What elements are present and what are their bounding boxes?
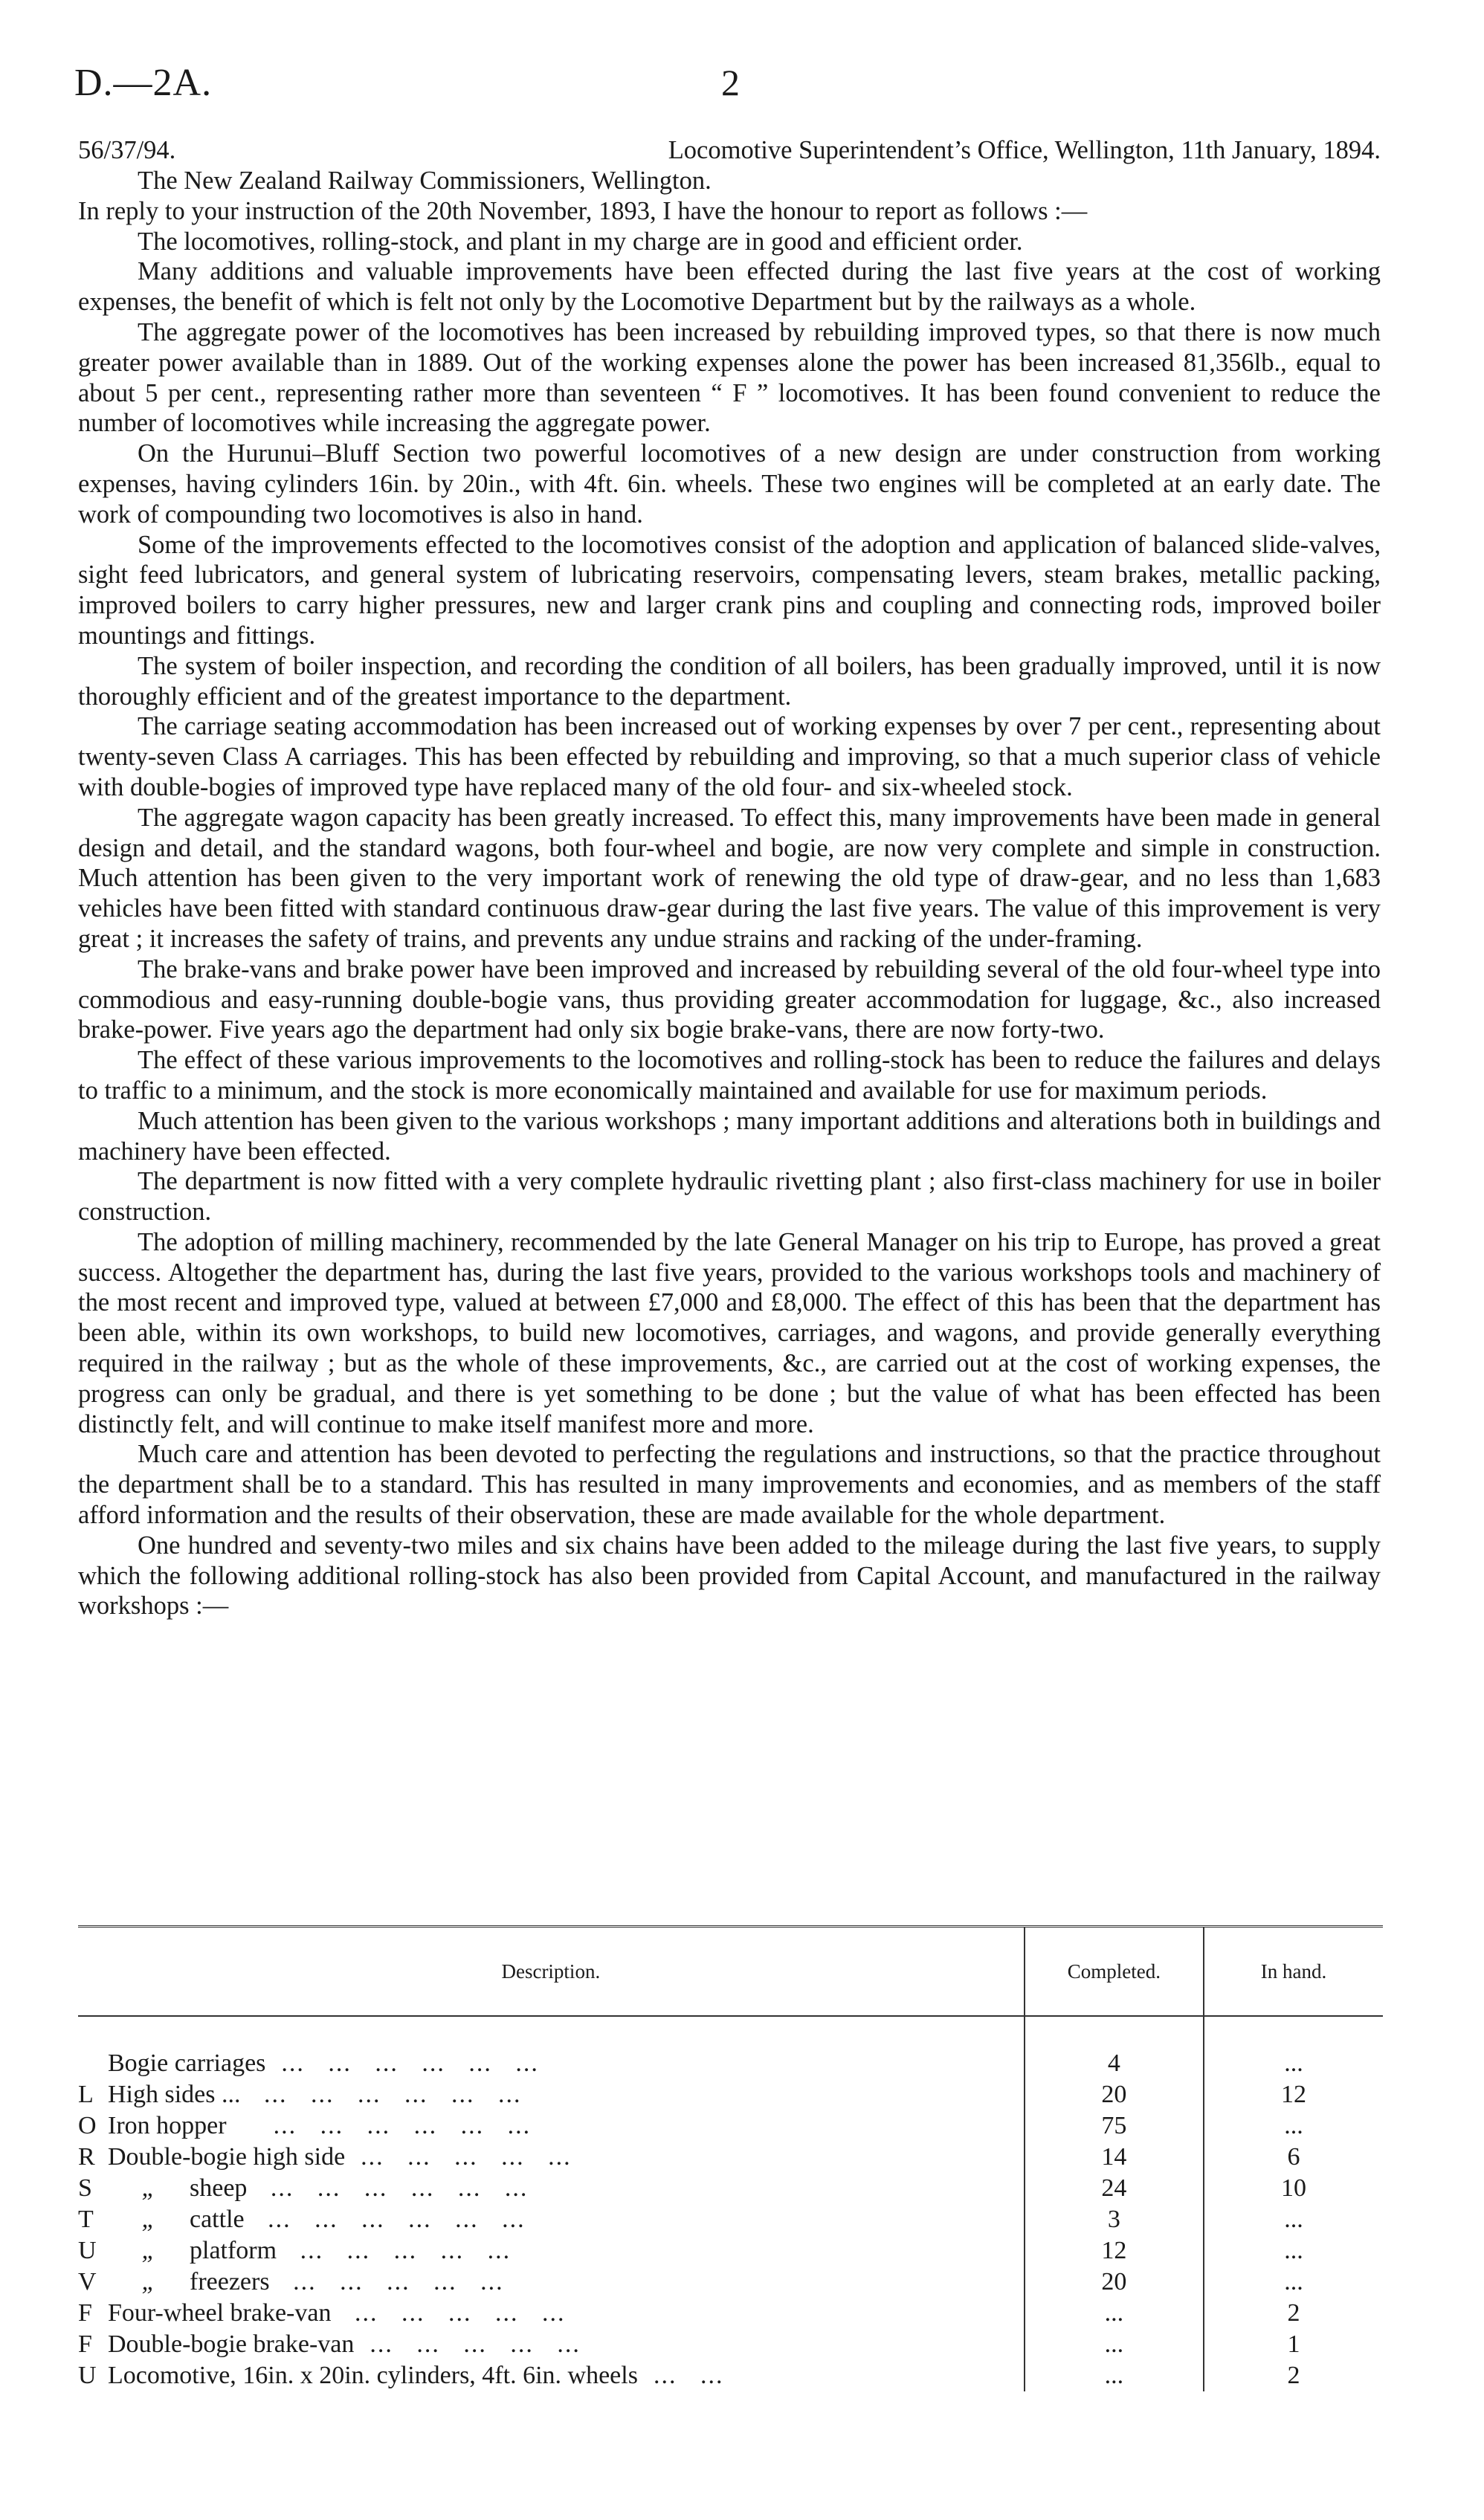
ditto-mark: „ (141, 2268, 156, 2296)
leader-dots: ... ... ... ... ... (331, 2299, 566, 2327)
paragraph: One hundred and seventy-two miles and six chains have been added to the mileage during the last five years, to supply which the following additional rolling-stock has also been provided from Capital Account, and manufactured in the railway workshops :— (78, 1531, 1381, 1621)
paragraph: Much attention has been given to the various workshops ; many important additions and alterations both in buildings and machinery have been effected. (78, 1106, 1381, 1166)
office-and-date: Locomotive Superintendent’s Office, Wellington, 11th January, 1894. (668, 136, 1381, 164)
leader-dots: ... ... ... ... ... ... (240, 2081, 522, 2108)
document-code: D.—2A. (74, 62, 213, 104)
stock-description: Locomotive, 16in. x 20in. cylinders, 4ft. 6in. wheels (108, 2362, 638, 2389)
cell-description (78, 2110, 1025, 2142)
stock-class-code: F (78, 2330, 92, 2358)
table-row (78, 2048, 1383, 2079)
paragraph: The brake-vans and brake power have been improved and increased by rebuilding several of the old four-wheel type into commodious and easy-running double-bogie vans, thus providing greater accommodation for luggage, &c., also increased brake-power. Five years ago the department had only six bogie brake-vans, there are now forty-two. (78, 954, 1381, 1044)
cell-description (78, 2329, 1025, 2360)
header-completed: Completed. (1025, 1927, 1204, 2017)
header-description: Description. (78, 1927, 1025, 2017)
cell-in-hand: ... (1284, 2112, 1303, 2139)
page-header (74, 61, 1383, 113)
stock-class-code: F (78, 2299, 92, 2327)
stock-class-code: R (78, 2143, 95, 2171)
cell-in-hand: 2 (1287, 2362, 1300, 2389)
paragraph: On the Hurunui–Bluff Section two powerful locomotives of a new design are under construction from working expenses, having cylinders 16in. by 20in., with 4ft. 6in. wheels. These two engines will be completed at an early date. The work of compounding two locomotives is also in hand. (78, 439, 1381, 529)
paragraph: The department is now fitted with a very complete hydraulic rivetting plant ; also first-class machinery for use in boiler construction. (78, 1167, 1381, 1227)
paragraph: The adoption of milling machinery, recommended by the late General Manager on his trip to Europe, has proved a great success. Altogether the department has, during the last five years, provided to the various workshops tools and machinery of the most recent and improved type, valued at between £7,000 and £8,000. The effect of this has been that the department has been able, within its own workshops, to build new locomotives, carriages, and wagons, and provide generally everything required in the railway ; but as the whole of these improvements, &c., are carried out at the cost of working expenses, the progress can only be gradual, and there is yet something to be done ; but the value of what has been effected has been distinctly felt, and will continue to make itself manifest more and more. (78, 1227, 1381, 1438)
ditto-mark: „ (141, 2237, 156, 2264)
stock-class-code: V (78, 2268, 97, 2296)
cell-completed: 14 (1025, 2142, 1204, 2173)
cell-in-hand: 6 (1287, 2143, 1300, 2171)
cell-completed: 75 (1025, 2110, 1204, 2142)
leader-dots: ... ... ... ... ... (277, 2237, 512, 2264)
cell-completed: 20 (1025, 2267, 1204, 2298)
cell-in-hand: ... (1284, 2206, 1303, 2233)
rolling-stock-table (78, 1925, 1383, 2391)
cell-completed: ... (1025, 2329, 1204, 2360)
stock-class-code: O (78, 2112, 97, 2139)
ditto-mark: „ (141, 2206, 156, 2233)
leader-dots: ... ... ... ... ... (354, 2330, 581, 2358)
stock-description: freezers (190, 2268, 270, 2296)
paragraph: The locomotives, rolling-stock, and plant in my charge are in good and efficient order. (138, 227, 1023, 256)
stock-class-code: U (78, 2362, 97, 2389)
table-row (78, 2235, 1383, 2267)
stock-table (78, 1925, 1383, 2391)
cell-description (78, 2079, 1025, 2110)
reference-number: 56/37/94. (78, 136, 176, 164)
stock-class-code: L (78, 2081, 94, 2108)
leader-dots: ... ... ... ... ... ... (265, 2049, 539, 2077)
cell-completed: 4 (1025, 2048, 1204, 2079)
cell-completed: ... (1025, 2360, 1204, 2391)
leader-dots: ... ... ... ... ... ... (244, 2206, 526, 2233)
addressee: The New Zealand Railway Commissioners, Wellington. (138, 167, 712, 195)
table-row (78, 2079, 1383, 2110)
table-row (78, 2360, 1383, 2391)
table-row (78, 2298, 1383, 2329)
leader-dots: ... ... ... ... ... (345, 2143, 572, 2171)
cell-in-hand: ... (1284, 2268, 1303, 2296)
leader-dots: ... ... ... ... ... ... (247, 2174, 529, 2202)
letter-body (78, 135, 1381, 1621)
stock-description: Double-bogie brake-van (108, 2330, 355, 2358)
cell-description (78, 2267, 1025, 2298)
cell-description (78, 2048, 1025, 2079)
cell-description (78, 2235, 1025, 2267)
stock-description: Bogie carriages (108, 2049, 266, 2077)
table-row (78, 2142, 1383, 2173)
table-spacer-row (78, 2016, 1383, 2048)
cell-in-hand: 1 (1287, 2330, 1300, 2358)
table-row (78, 2329, 1383, 2360)
stock-description: Iron hopper (108, 2112, 227, 2139)
cell-in-hand: 12 (1281, 2081, 1307, 2108)
cell-in-hand: ... (1284, 2237, 1303, 2264)
stock-description: cattle (190, 2206, 245, 2233)
paragraph: Many additions and valuable improvements have been effected during the last five years at the cost of working expenses, the benefit of which is felt not only by the Locomotive Department but by the railways as a whole. (78, 257, 1381, 317)
opening-line: In reply to your instruction of the 20th November, 1893, I have the honour to report as follows :— (78, 196, 1088, 225)
cell-in-hand: 2 (1287, 2299, 1300, 2327)
stock-class-code: S (78, 2174, 92, 2202)
reference-line (78, 135, 1381, 166)
paragraph: The system of boiler inspection, and recording the condition of all boilers, has been gradually improved, until it is now thoroughly efficient and of the greatest importance to the department. (78, 651, 1381, 711)
leader-dots: ... ... ... ... ... ... (226, 2112, 532, 2139)
cell-completed: 3 (1025, 2204, 1204, 2235)
cell-description (78, 2360, 1025, 2391)
cell-description (78, 2298, 1025, 2329)
paragraph: The aggregate wagon capacity has been greatly increased. To effect this, many improvements have been made in general design and detail, and the standard wagons, both four-wheel and bogie, are now very complete and simple in construction. Much attention has been given to the very important work of renewing the old type of draw-gear, and no less than 1,683 vehicles have been fitted with standard continuous draw-gear during the last five years. The value of this improvement is very great ; it increases the safety of trains, and prevents any undue strains and racking of the under-framing. (78, 803, 1381, 953)
table-row (78, 2110, 1383, 2142)
paragraph: The aggregate power of the locomotives has been increased by rebuilding improved types, so that there is now much greater power available than in 1889. Out of the working expenses alone the power has been increased 81,356lb., equal to about 5 per cent., representing rather more than seventeen “ F ” locomotives. It has been found convenient to reduce the number of locomotives while increasing the aggregate power. (78, 317, 1381, 438)
cell-description (78, 2173, 1025, 2204)
cell-completed: ... (1025, 2298, 1204, 2329)
cell-description (78, 2142, 1025, 2173)
stock-description: sheep (190, 2174, 248, 2202)
stock-class-code: U (78, 2237, 97, 2264)
cell-description (78, 2204, 1025, 2235)
paragraph: The effect of these various improvements to the locomotives and rolling-stock has been to reduce the failures and delays to traffic to a minimum, and the stock is more economically maintained and available for use for maximum periods. (78, 1046, 1381, 1105)
table-row (78, 2204, 1383, 2235)
page-number: 2 (721, 62, 740, 103)
paragraph: The carriage seating accommodation has been increased out of working expenses by over 7 per cent., representing about twenty-seven Class A carriages. This has been effected by rebuilding and improving, so that a much superior class of vehicle with double-bogies of improved type have replaced many of the old four- and six-wheeled stock. (78, 712, 1381, 801)
table-row (78, 2267, 1383, 2298)
stock-description: Double-bogie high side (108, 2143, 346, 2171)
leader-dots: ... ... ... ... ... (269, 2268, 504, 2296)
leader-dots: ... ... (637, 2362, 724, 2389)
cell-in-hand: 10 (1281, 2174, 1307, 2202)
ditto-mark: „ (141, 2174, 156, 2202)
header-in-hand: In hand. (1204, 1927, 1383, 2017)
table-header-row (78, 1927, 1383, 2017)
stock-description: platform (190, 2237, 277, 2264)
paragraph: Some of the improvements effected to the locomotives consist of the adoption and application of balanced slide-valves, sight feed lubricators, and general system of lubricating reservoirs, compensating levers, steam brakes, metallic packing, improved boilers to carry higher pressures, new and larger crank pins and coupling and connecting rods, improved boiler mountings and fittings. (78, 530, 1381, 650)
stock-description: Four-wheel brake-van (108, 2299, 332, 2327)
cell-completed: 20 (1025, 2079, 1204, 2110)
stock-class-code: T (78, 2206, 94, 2233)
stock-description: High sides ... (108, 2081, 241, 2108)
cell-in-hand: ... (1284, 2049, 1303, 2077)
table-row (78, 2173, 1383, 2204)
cell-completed: 12 (1025, 2235, 1204, 2267)
cell-completed: 24 (1025, 2173, 1204, 2204)
paragraph: Much care and attention has been devoted to perfecting the regulations and instructions, so that the practice throughout the department shall be to a standard. This has resulted in many improvements and economies, and as members of the staff afford information and the results of their observation, these are made available for the whole department. (78, 1440, 1381, 1530)
